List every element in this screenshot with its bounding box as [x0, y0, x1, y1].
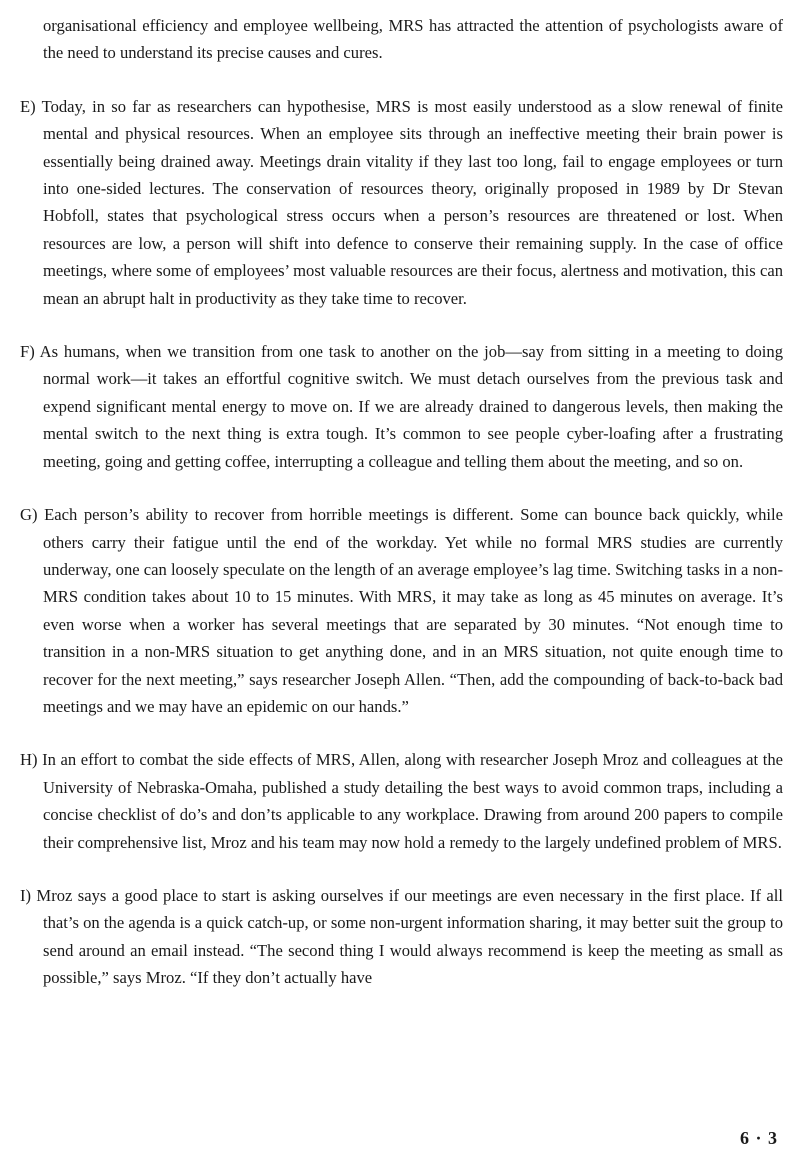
paragraph-d-continued: organisational efficiency and employee wellbeing, MRS has attracted the attention of psychologists aware of the need to understand its precise causes and cures.: [43, 16, 783, 63]
paragraph-f: F) As humans, when we transition from one task to another on the job—say from sitting in a meeting to doing normal work—it takes an effortful cognitive switch. We must detach ourselves from the previous task and expend significant mental energy to move on. If we are already drained to dangerous levels, then making the mental switch to the next thing is extra tough. It’s common to see people cyber-loafing after a frustrating meeting, going and getting coffee, interrupting a colleague and telling them about the meeting, and so on.: [20, 342, 783, 471]
paragraph-h: H) In an effort to combat the side effects of MRS, Allen, along with researcher Joseph Mroz and colleagues at the University of Nebraska-Omaha, published a study detailing the best ways to avoid common traps, including a concise checklist of do’s and don’ts applicable to any workplace. Drawing from around 200 papers to compile their comprehensive list, Mroz and his team may now hold a remedy to the largely undefined problem of MRS.: [20, 750, 783, 852]
document-page: [20, 12, 783, 992]
paragraph-e: E) Today, in so far as researchers can hypothesise, MRS is most easily understood as a slow renewal of finite mental and physical resources. When an employee sits through an ineffective meeting their brain power is essentially being drained away. Meetings drain vitality if they last too long, fail to engage employees or turn into one-sided lectures. The conservation of resources theory, originally proposed in 1989 by Dr Stevan Hobfoll, states that psychological stress occurs when a person’s resources are threatened or lost. When resources are low, a person will shift into defence to conserve their remaining supply. In the case of office meetings, where some of employees’ most valuable resources are their focus, alertness and motivation, this can mean an abrupt halt in productivity as they take time to recover.: [20, 96, 783, 308]
paragraph-g: G) Each person’s ability to recover from horrible meetings is different. Some can bounce back quickly, while others carry their fatigue until the end of the workday. Yet while no formal MRS studies are currently underway, one can loosely speculate on the length of an average employee’s lag time. Switching tasks in a non-MRS condition takes about 10 to 15 minutes. With MRS, it may take as long as 45 minutes on average. It’s even worse when a worker has several meetings that are separated by 30 minutes. “Not enough time to transition in a non-MRS situation to get anything done, and in an MRS situation, not quite enough time to recover for the next meeting,” says researcher Joseph Allen. “Then, add the compounding of back-to-back bad meetings and we may have an epidemic on our hands.”: [20, 505, 783, 716]
page-number: 6 · 3: [739, 1128, 778, 1148]
paragraph-i: I) Mroz says a good place to start is asking ourselves if our meetings are even necessary in the first place. If all that’s on the agenda is a quick catch-up, or some non-urgent information sharing, it may better suit the group to send around an email instead. “The second thing I would always recommend is keep the meeting as small as possible,” says Mroz. “If they don’t actually have: [20, 885, 783, 988]
